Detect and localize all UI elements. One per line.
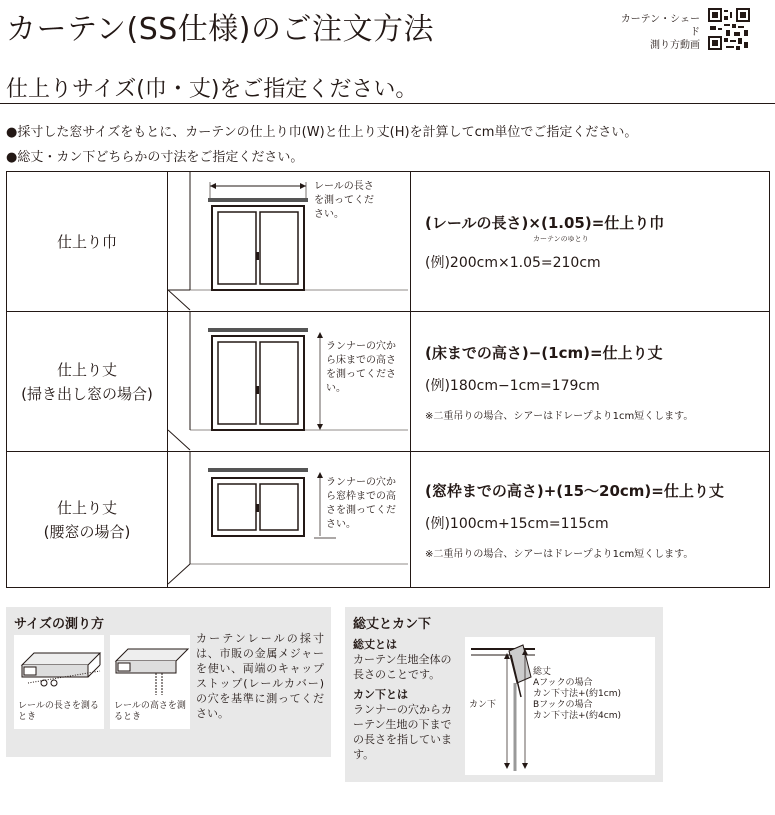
- hook-diagram: [465, 637, 655, 775]
- row-label: [7, 452, 168, 588]
- length-box: [345, 607, 663, 782]
- instruction-bullet: ●総丈・カン下どちらかの寸法をご指定ください。: [6, 150, 304, 165]
- diagram-soujou: 総丈: [533, 667, 552, 677]
- diagram-note: ランナーの穴から床までの高さを測ってください。: [326, 341, 396, 394]
- example: (例)200cm×1.05=210cm: [425, 254, 601, 271]
- formula-cell: [411, 452, 770, 588]
- box-title: サイズの測り方: [14, 617, 104, 632]
- table-row: [7, 452, 770, 588]
- diagram-hook-b-value: カン下寸法+(約4cm): [533, 711, 622, 721]
- row-label-sub: (掃き出し窓の場合): [21, 384, 153, 403]
- caption: レールの高さを測るとき: [114, 701, 186, 722]
- measure-illustration: [110, 635, 190, 729]
- row-label: [7, 312, 168, 452]
- formula: (床までの高さ)−(1cm)=仕上り丈: [425, 343, 663, 362]
- formula-sub: カーテンのゆとり: [533, 234, 589, 243]
- section-subtitle: 仕上りサイズ(巾・丈)をご指定ください。: [6, 77, 418, 102]
- caption: レールの長さを測るとき: [18, 701, 99, 722]
- divider: [0, 103, 775, 104]
- formula: (窓枠までの高さ)+(15〜20cm)=仕上り丈: [425, 481, 724, 500]
- box-title: 総丈とカン下: [353, 617, 432, 632]
- qr-label: [618, 13, 700, 52]
- term: 総丈とは: [353, 638, 397, 651]
- qr-label-line-1: カーテン・シェード: [620, 14, 700, 38]
- qr-label-line-2: 測り方動画: [650, 40, 700, 51]
- row-label: [7, 172, 168, 312]
- term: カン下とは: [353, 688, 408, 701]
- diagram-label: [533, 667, 621, 722]
- diagram-note: レールの長さを測ってください。: [314, 181, 374, 220]
- row-label-main: 仕上り丈: [56, 360, 117, 379]
- table-row: [7, 312, 770, 452]
- rail-measure-icon: [110, 635, 190, 695]
- diagram-note: ランナーの穴から窓枠までの高さを測ってください。: [326, 477, 396, 530]
- row-label-sub: (腰窓の場合): [43, 522, 131, 541]
- measure-how-box: [6, 607, 331, 757]
- term-description: ランナーの穴からカーテン生地の下までの長さを指しています。: [353, 703, 452, 761]
- formula-cell: [411, 172, 770, 312]
- rail-measure-icon: [14, 635, 104, 695]
- diagram-label: カン下: [469, 700, 497, 710]
- term-description: カーテン生地全体の長さのことです。: [353, 653, 452, 681]
- note: ※二重吊りの場合、シアーはドレープより1cm短くします。: [425, 548, 694, 560]
- diagram-hook-b: Bフックの場合: [533, 700, 593, 710]
- diagram-cell: [168, 312, 411, 452]
- example: (例)100cm+15cm=115cm: [425, 515, 609, 532]
- measure-text: カーテンレールの採寸は、市販の金属メジャーを使い、両端のキャップストップ(レールカバー)の穴を基準に測ってください。: [196, 632, 324, 720]
- size-formula-table: [6, 171, 770, 588]
- diagram-hook-a-value: カン下寸法+(約1cm): [533, 689, 622, 699]
- row-label-main: 仕上り丈: [56, 498, 117, 517]
- measure-illustration: [14, 635, 104, 729]
- page-title: カーテン(SS仕様)のご注文方法: [6, 12, 434, 47]
- row-label-main: 仕上り巾: [56, 232, 117, 251]
- diagram-cell: [168, 172, 411, 312]
- qr-code-icon[interactable]: [708, 8, 750, 50]
- instruction-bullet: ●採寸した窓サイズをもとに、カーテンの仕上り巾(W)と仕上り丈(H)を計算してcm単位でご指定ください。: [6, 125, 638, 140]
- diagram-cell: [168, 452, 411, 588]
- note: ※二重吊りの場合、シアーはドレープより1cm短くします。: [425, 410, 694, 422]
- table-row: [7, 172, 770, 312]
- diagram-hook-a: Aフックの場合: [533, 678, 593, 688]
- formula: (レールの長さ)×(1.05)=仕上り巾: [425, 213, 665, 232]
- example: (例)180cm−1cm=179cm: [425, 377, 600, 394]
- formula-cell: [411, 312, 770, 452]
